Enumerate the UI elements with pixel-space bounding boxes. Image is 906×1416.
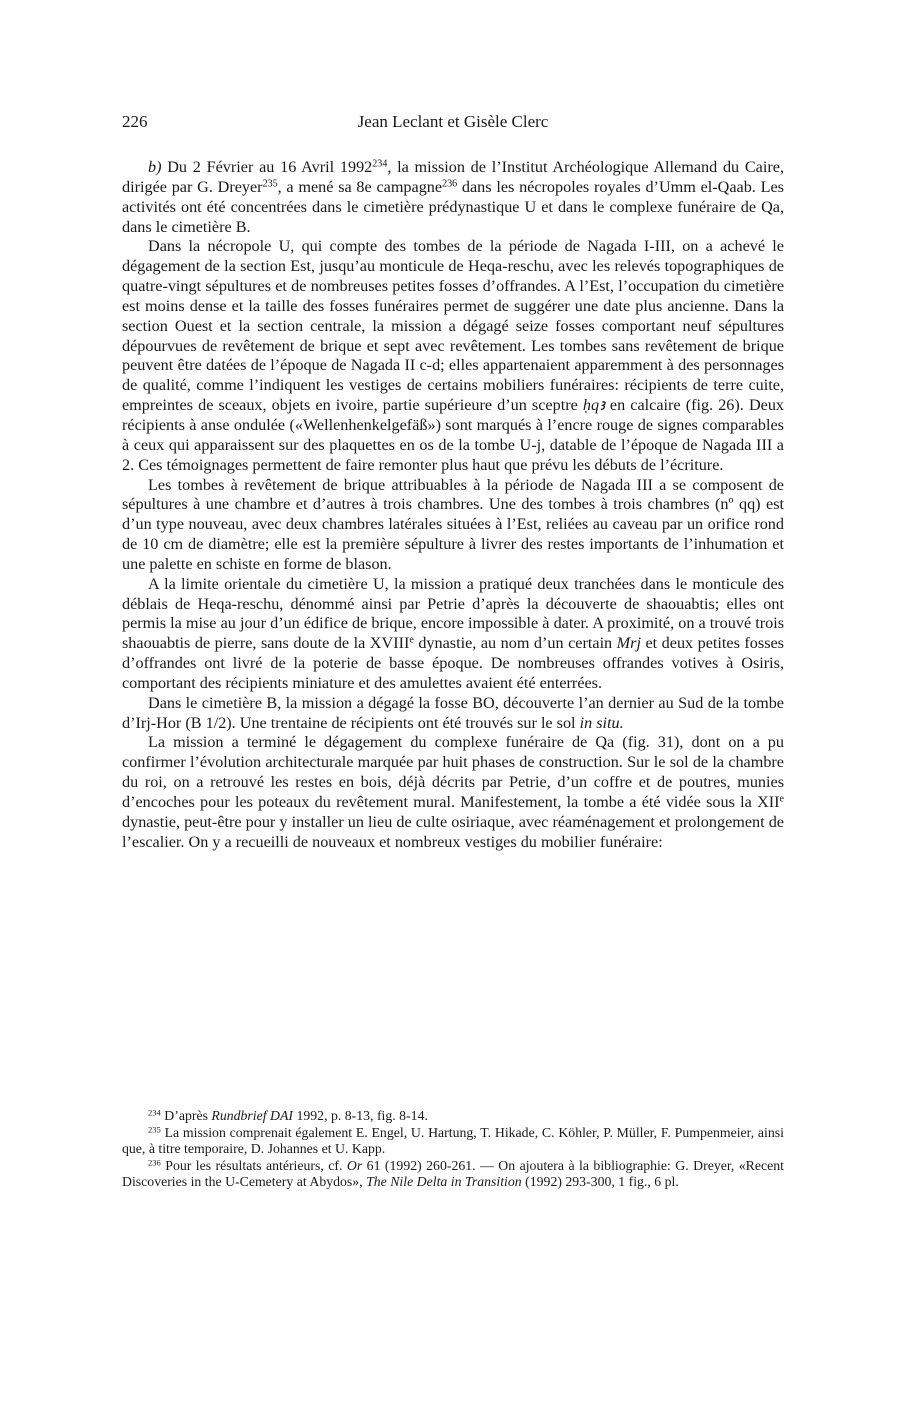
italic-run: The Nile Delta in Transition (366, 1174, 522, 1190)
note-ref: 234 (148, 1107, 161, 1118)
text-run: Les tombes à revêtement de brique attribuables à la période de Nagada III a se composent de sépultures à une chambre et d’autres à trois chambres. Une des tombes à trois chambres (nº qq) est d’un type nouveau, avec deux chambres latérales situées à l’Est, reliées au caveau par un orifice rond de 10 cm de diamètre; elle est la première sépulture à livrer des restes importants de l’inhumation et une palette en schiste en forme de blason. (122, 475, 784, 573)
footnotes (122, 1108, 784, 1191)
italic-run: in situ. (579, 713, 624, 732)
italic-run: b) (148, 158, 162, 176)
paragraph (122, 694, 784, 734)
text-run: dynastie, peut-être pour y installer un lieu de culte osiriaque, avec réaménagement et prolongement de l’escalier. On y a recueilli de nouveaux et nombreux vestiges du mobilier funéraire: (122, 812, 784, 851)
note-ref: 236 (148, 1157, 161, 1168)
note-ref: e (779, 793, 784, 805)
text-run: Dans la nécropole U, qui compte des tombes de la période de Nagada I-III, on a achevé le dégagement de la section Est, jusqu’au monticule de Heqa-reschu, avec les relevés topographiques de quatre-vingt sépultures et de nombreuses petites fosses d’offrandes. A l’Est, l’occupation du cimetière est moins dense et la taille des fosses funéraires permet de suggérer une date plus ancienne. Dans la section Ouest et la section centrale, la mission a dégagé seize fosses comportant neuf sépultures dépourvues de revêtement de brique et sept avec revêtement. Les tombes sans revêtement de brique peuvent être datées de l’époque de Nagada II c-d; elles appartenaient apparemment à des personnages de qualité, comme l’indiquent les vestiges de certains mobiliers funéraires: récipients de terre cuite, empreintes de sceaux, objets en ivoire, partie supérieure d’un sceptre (122, 237, 784, 415)
italic-run: Mrj (616, 634, 641, 653)
text-run: 1992, p. 8-13, fig. 8-14. (293, 1108, 428, 1123)
italic-run: ḥqꜣ (582, 396, 605, 415)
text-run: (1992) 293-300, 1 fig., 6 pl. (521, 1174, 679, 1190)
footnote (122, 1108, 784, 1125)
note-ref: 235 (262, 178, 278, 190)
text-run: A la limite orientale du cimetière U, la mission a pratiqué deux tranchées dans le monticule des déblais de Heqa-reschu, dénommé ainsi par Petrie d’après la découverte de shaouabtis; elles ont permis la mise au jour d’un édifice de brique, encore impossible à dater. A proximité, on a trouvé trois shaouabtis de pierre, sans doute de la XVIII (122, 574, 784, 653)
text-run: La mission comprenait également E. Engel, U. Hartung, T. Hikade, C. Köhler, P. Müller, F. Pumpenmeier, ainsi que, à titre temporaire, D. Johannes et U. Kapp. (122, 1124, 784, 1157)
running-head: Jean Leclant et Gisèle Clerc (357, 112, 549, 131)
text-run: dans les nécropoles royales d’Umm el-Qaab. Les activités ont été concentrées dans le cimetière prédynastique U et dans le complexe funéraire de Qa, dans le cimetière B. (122, 177, 784, 236)
text-run: et deux petites fosses d’offrandes ont livré de la poterie de basse époque. De nombreuses offrandes votives à Osiris, comportant des récipients miniature et des amulettes avaient été enterrées. (122, 634, 784, 692)
text-run: D’après (160, 1108, 212, 1123)
note-ref: 236 (442, 178, 458, 190)
footnote (122, 1125, 784, 1158)
paragraph (122, 237, 784, 475)
text-run: dynastie, au nom d’un certain (413, 634, 617, 653)
italic-run: Rundbrief DAI (211, 1108, 294, 1123)
footnote (122, 1158, 784, 1191)
text-run: Du 2 Février au 16 Avril 1992 (161, 158, 373, 176)
note-ref: 235 (148, 1123, 161, 1134)
text-run: Dans le cimetière B, la mission a dégagé la fosse BO, découverte l’an dernier au Sud de la tombe d’Irj-Hor (B 1/2). Une trentaine de récipients ont été trouvés sur le sol (122, 693, 784, 732)
page-header (122, 112, 784, 136)
paragraph (122, 158, 784, 237)
text-run: , la mission de l’Institut Archéologique Allemand du Caire, dirigée par G. Dreyer (122, 158, 784, 196)
text-run: Pour les résultats antérieurs, cf. (160, 1157, 347, 1173)
text-run: en calcaire (fig. 26). Deux récipients à anse ondulée («Wellenhenkelgefäß») sont marqués à l’encre rouge de signes comparables à ceux qui apparaissent sur des plaquettes en os de la tombe U-j, datable de l’époque de Nagada III a 2. Ces témoignages permettent de faire remonter plus haut que prévu les débuts de l’écriture. (122, 396, 785, 474)
text-run: 61 (1992) 260-261. — On ajoutera à la bibliographie: G. Dreyer, «Recent Discoveries in the U-Cemetery at Abydos», (122, 1157, 784, 1190)
paragraph (122, 575, 784, 694)
body-text (122, 158, 784, 853)
paragraph (122, 733, 784, 852)
italic-run: Or (346, 1157, 363, 1173)
note-ref: 234 (372, 158, 388, 170)
note-ref: e (409, 634, 414, 646)
text-run: , a mené sa 8e campagne (277, 177, 443, 196)
paragraph (122, 476, 784, 575)
page-number: 226 (122, 112, 148, 131)
text-run: La mission a terminé le dégagement du complexe funéraire de Qa (fig. 31), dont on a pu confirmer l’évolution architecturale marquée par huit phases de construction. Sur le sol de la chambre du roi, on a retrouvé les restes en bois, déjà décrits par Petrie, d’un coffre et de poutres, munies d’encoches pour les poteaux du revêtement mural. Manifestement, la tombe a été vidée sous la XII (122, 733, 784, 811)
